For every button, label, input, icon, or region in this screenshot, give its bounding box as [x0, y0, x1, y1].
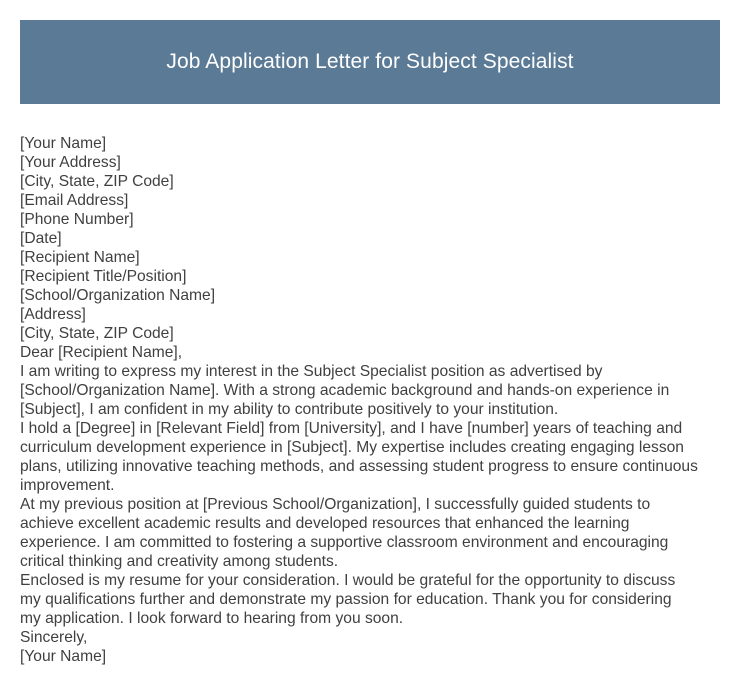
closing: Sincerely,: [20, 629, 88, 646]
paragraph-line: curriculum development experience in [Subject]. My expertise includes creating engaging lesson: [20, 439, 684, 456]
paragraph-line: achieve excellent academic results and developed resources that enhanced the learning: [20, 515, 630, 532]
paragraph-line: experience. I am committed to fostering a supportive classroom environment and encouraging: [20, 534, 669, 551]
letter-body: [20, 134, 724, 666]
sender-name: [Your Name]: [20, 135, 107, 152]
paragraph-line: plans, utilizing innovative teaching methods, and assessing student progress to ensure continuous: [20, 458, 698, 475]
paragraph-line: [Subject], I am confident in my ability to contribute positively to your institution.: [20, 401, 559, 418]
recipient-name: [Recipient Name]: [20, 249, 140, 266]
letter-date: [Date]: [20, 230, 62, 247]
title-banner: [20, 20, 720, 104]
recipient-address: [Address]: [20, 306, 86, 323]
paragraph-line: critical thinking and creativity among students.: [20, 553, 339, 570]
paragraph-line: my qualifications further and demonstrate my passion for education. Thank you for considering: [20, 591, 672, 608]
paragraph-line: At my previous position at [Previous School/Organization], I successfully guided students to: [20, 496, 651, 513]
recipient-title: [Recipient Title/Position]: [20, 268, 187, 285]
paragraph-line: Enclosed is my resume for your consideration. I would be grateful for the opportunity to discuss: [20, 572, 676, 589]
body-paragraph: [20, 495, 724, 571]
signature-name: [Your Name]: [20, 648, 107, 665]
body-paragraph: [20, 419, 724, 495]
recipient-organization: [School/Organization Name]: [20, 287, 216, 304]
paragraph-line: I hold a [Degree] in [Relevant Field] from [University], and I have [number] years of teaching and: [20, 420, 683, 437]
recipient-city-state-zip: [City, State, ZIP Code]: [20, 325, 174, 342]
salutation: Dear [Recipient Name],: [20, 344, 183, 361]
sender-city-state-zip: [City, State, ZIP Code]: [20, 173, 174, 190]
sender-phone: [Phone Number]: [20, 211, 134, 228]
body-paragraph: [20, 362, 724, 419]
paragraph-line: [School/Organization Name]. With a strong academic background and hands-on experience in: [20, 382, 670, 399]
sender-address: [Your Address]: [20, 154, 121, 171]
page-title: Job Application Letter for Subject Specialist: [166, 50, 574, 73]
body-paragraph: [20, 571, 724, 628]
sender-email: [Email Address]: [20, 192, 129, 209]
paragraph-line: my application. I look forward to hearing from you soon.: [20, 610, 404, 627]
paragraph-line: improvement.: [20, 477, 115, 494]
paragraph-line: I am writing to express my interest in the Subject Specialist position as advertised by: [20, 363, 603, 380]
